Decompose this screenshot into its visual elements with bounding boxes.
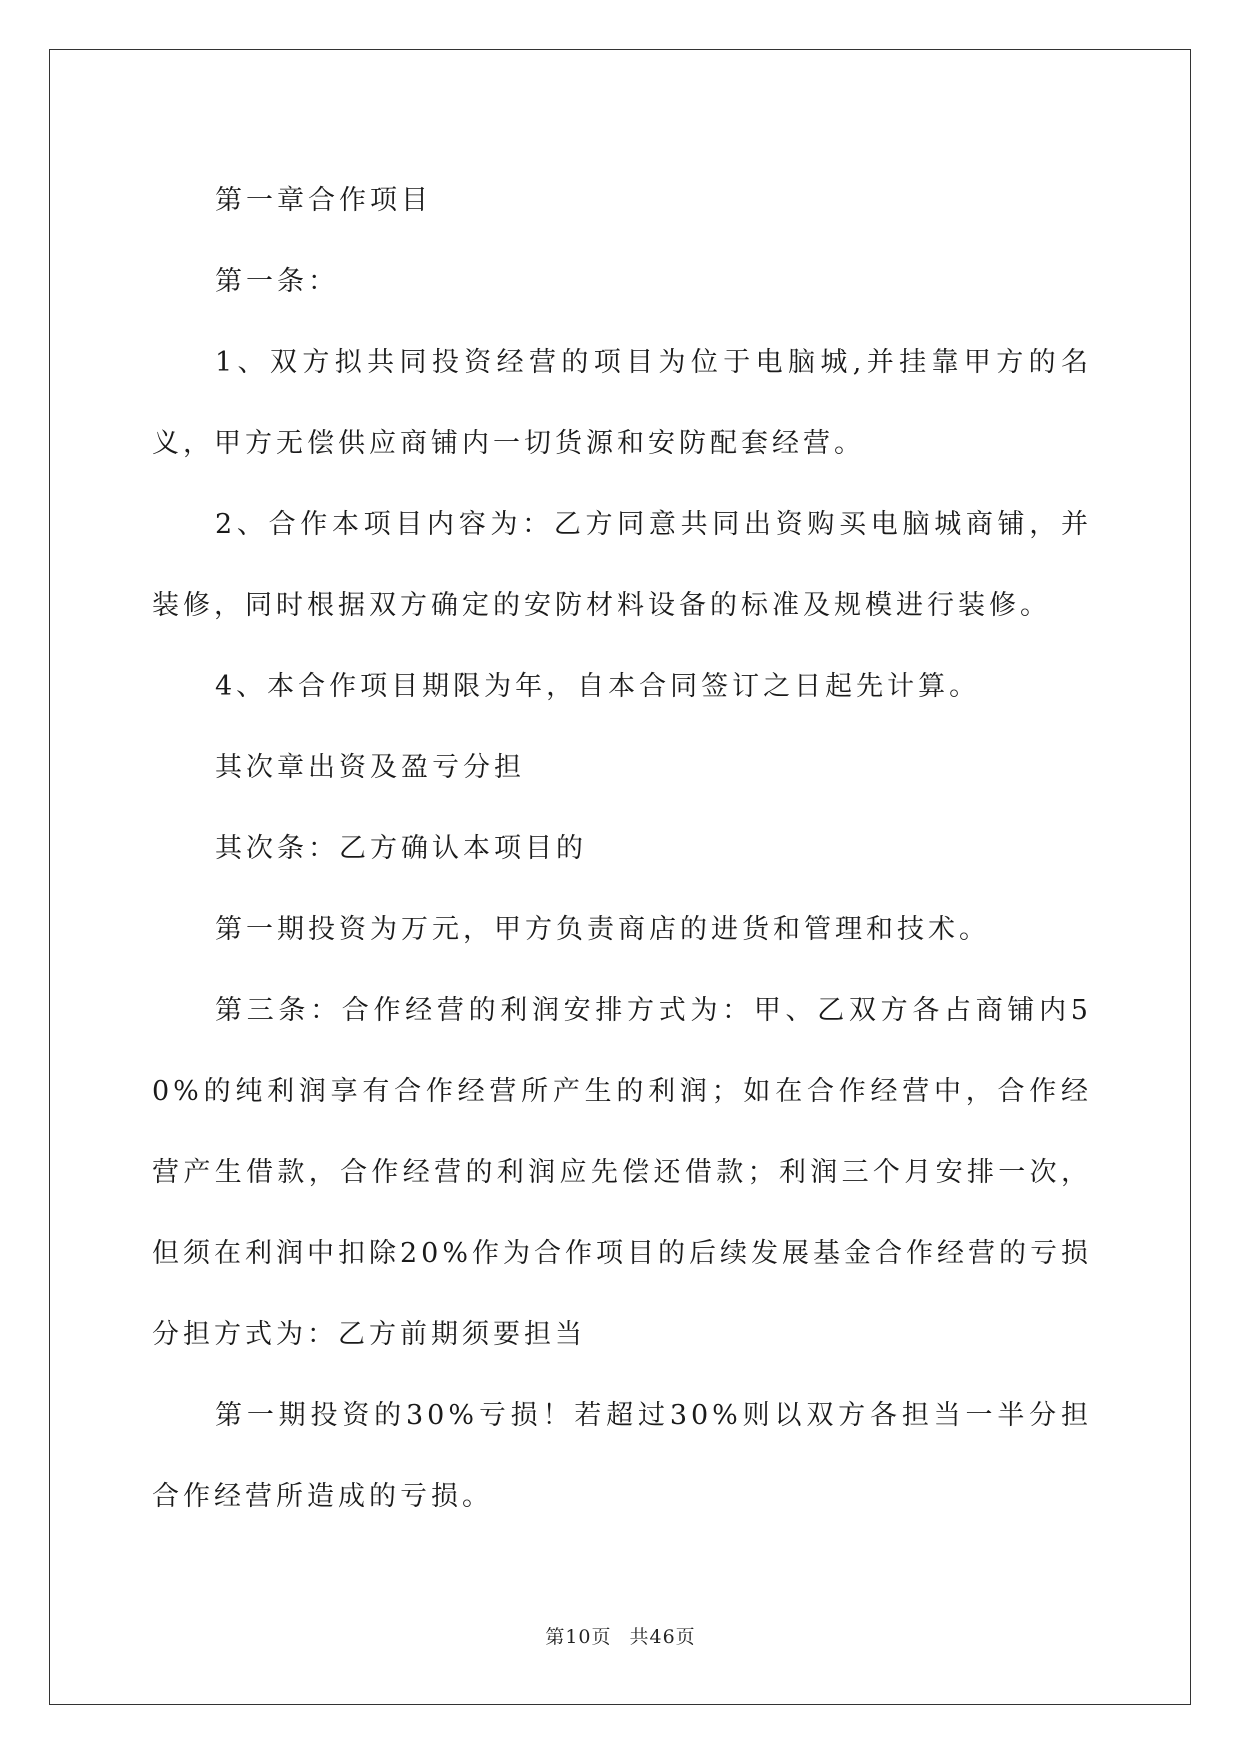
paragraph-item-2: 2、合作本项目内容为：乙方同意共同出资购买电脑城商铺，并装修，同时根据双方确定的安防材料设备的标准及规模进行装修。 — [152, 509, 1092, 621]
article-three: 第三条：合作经营的利润安排方式为：甲、乙双方各占商铺内50%的纯利润享有合作经营所产生的利润；如在合作经营中，合作经营产生借款，合作经营的利润应先偿还借款；利润三个月安排一次，但须在利润中扣除20%作为合作项目的后续发展基金合作经营的亏损分担方式为：乙方前期须要担当 — [152, 995, 1093, 1350]
page-total: 共46页 — [629, 1626, 696, 1648]
article-heading-1: 第一条： — [215, 266, 339, 297]
chapter-heading-2: 其次章出资及盈亏分担 — [215, 752, 525, 783]
paragraph-loss-sharing: 第一期投资的30%亏损！若超过30%则以双方各担当一半分担合作经营所造成的亏损。 — [152, 1400, 1092, 1512]
paragraph-investment: 第一期投资为万元，甲方负责商店的进货和管理和技术。 — [215, 914, 990, 945]
document-body — [152, 160, 1092, 1537]
page-footer — [0, 1622, 1241, 1649]
paragraph-item-1: 1、双方拟共同投资经营的项目为位于电脑城,并挂靠甲方的名义，甲方无偿供应商铺内一切货源和安防配套经营。 — [152, 347, 1092, 459]
page-number: 第10页 — [545, 1626, 612, 1648]
paragraph-item-4: 4、本合作项目期限为年，自本合同签订之日起先计算。 — [215, 671, 981, 702]
chapter-heading-1: 第一章合作项目 — [215, 185, 432, 216]
article-heading-2: 其次条：乙方确认本项目的 — [215, 833, 587, 864]
